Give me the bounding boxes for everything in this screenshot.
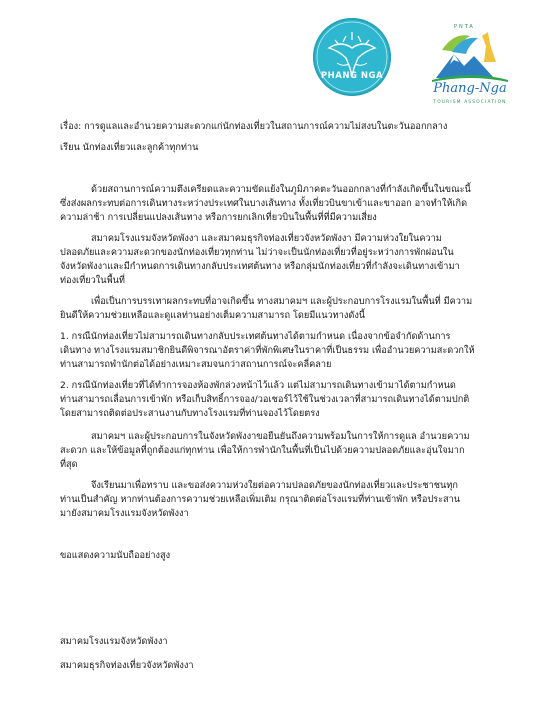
signature-hotel-association: สมาคมโรงแรมจังหวัดพังงา: [60, 636, 168, 647]
manta-ray-icon: [313, 18, 391, 96]
pnta-tagline: TOURISM ASSOCIATION: [433, 100, 507, 105]
signature-tourism-association: สมาคมธุรกิจท่องเที่ยวจังหวัดพังงา: [60, 660, 194, 671]
list-item-2-line: ท่านสามารถเลื่อนการเข้าพัก หรือเก็บสิทธิ์การจอง/วอเชอร์ไว้ใช้ในช่วงเวลาที่สามารถเดินทางได้ตามปกติ: [60, 394, 470, 405]
subject-line: เรื่อง: การดูแลและอำนวยความสะดวกแก่นักท่องเที่ยวในสถานการณ์ความไม่สงบในตะวันออกกลาง: [60, 121, 448, 132]
paragraph-2-line: ท่องเที่ยวในพื้นที่: [60, 275, 125, 286]
phang-nga-seal-logo: [313, 18, 391, 96]
list-item-2-line: 2. กรณีนักท่องเที่ยวที่ได้ทำการจองห้องพักล่วงหน้าไว้แล้ว แต่ไม่สามารถเดินทางเข้ามาได้ตามกำหนด: [60, 380, 456, 391]
pnta-brand-text: Phang-Nga: [433, 81, 507, 96]
pnta-logo: [424, 22, 516, 112]
closing: ขอแสดงความนับถืออย่างสูง: [60, 550, 171, 561]
paragraph-2-line: จังหวัดพังงาและมีกำหนดการเดินทางกลับประเทศต้นทาง หรือกลุ่มนักท่องเที่ยวที่กำลังจะเดินทางเข้ามา: [60, 261, 460, 272]
paragraph-5-line: ท่านเป็นสำคัญ หากท่านต้องการความช่วยเหลือเพิ่มเติม กรุณาติดต่อโรงแรมที่ท่านเข้าพัก หรือประสาน: [60, 494, 461, 505]
paragraph-1-line: ซึ่งส่งผลกระทบต่อการเดินทางระหว่างประเทศในบางเส้นทาง ทั้งเที่ยวบินขาเข้าและขาออก อาจทำให้เกิด: [60, 198, 468, 209]
paragraph-1-line: ความล่าช้า การเปลี่ยนแปลงเส้นทาง หรือการยกเลิกเที่ยวบินในพื้นที่ที่มีความเสี่ยง: [60, 212, 377, 223]
list-item-1-line: ท่านสามารถพำนักต่อได้อย่างเหมาะสมจนกว่าสถานการณ์จะคลี่คลาย: [60, 359, 332, 370]
pnta-text: PNTA: [454, 24, 475, 30]
paragraph-4-line: สมาคมฯ และผู้ประกอบการในจังหวัดพังงาขอยืนยันถึงความพร้อมในการให้การดูแล อำนวยความ: [91, 431, 470, 442]
paragraph-3-line: เพื่อเป็นการบรรเทาผลกระทบที่อาจเกิดขึ้น ทางสมาคมฯ และผู้ประกอบการโรงแรมในพื้นที่ มีความ: [91, 296, 473, 307]
paragraph-4-line: ที่สุด: [60, 459, 78, 470]
paragraph-5-line: มายังสมาคมโรงแรมจังหวัดพังงา: [60, 508, 189, 519]
list-item-1-line: เดินทาง ทางโรงแรมสมาชิกยินดีพิจารณาอัตราค่าที่พักพิเศษในราคาที่เป็นธรรม เพื่ออำนวยความสะดวกให้: [60, 345, 475, 356]
paragraph-2-line: ปลอดภัยและความสะดวกของนักท่องเที่ยวทุกท่าน ไม่ว่าจะเป็นนักท่องเที่ยวที่อยู่ระหว่างการพักผ่อนใน: [60, 247, 454, 258]
paragraph-4-line: สะดวก และให้ข้อมูลที่ถูกต้องแก่ทุกท่าน เพื่อให้การพำนักในพื้นที่เป็นไปด้วยความปลอดภัยและอุ่นใจมาก: [60, 445, 465, 456]
paragraph-5-line: จึงเรียนมาเพื่อทราบ และขอส่งความห่วงใยต่อความปลอดภัยของนักท่องเที่ยวและประชาชนทุก: [91, 480, 458, 491]
paragraph-3-line: ยินดีให้ความช่วยเหลือและดูแลท่านอย่างเต็มความสามารถ โดยมีแนวทางดังนี้: [60, 310, 366, 321]
list-item-1-line: 1. กรณีนักท่องเที่ยวไม่สามารถเดินทางกลับประเทศต้นทางได้ตามกำหนด เนื่องจากข้อจำกัดด้านการ: [60, 331, 451, 342]
list-item-2-line: โดยสามารถติดต่อประสานงานกับทางโรงแรมที่ท่านจองไว้โดยตรง: [60, 408, 320, 419]
salutation: เรียน นักท่องเที่ยวและลูกค้าทุกท่าน: [60, 142, 199, 153]
paragraph-2-line: สมาคมโรงแรมจังหวัดพังงา และสมาคมธุรกิจท่องเที่ยวจังหวัดพังงา มีความห่วงใยในความ: [91, 233, 442, 244]
paragraph-1-line: ด้วยสถานการณ์ความตึงเครียดและความขัดแย้งในภูมิภาคตะวันออกกลางที่กำลังเกิดขึ้นในขณะนี้: [91, 184, 471, 195]
mountain-wave-icon: [424, 22, 516, 112]
seal-logo-text: PHANG NGA: [320, 71, 384, 81]
